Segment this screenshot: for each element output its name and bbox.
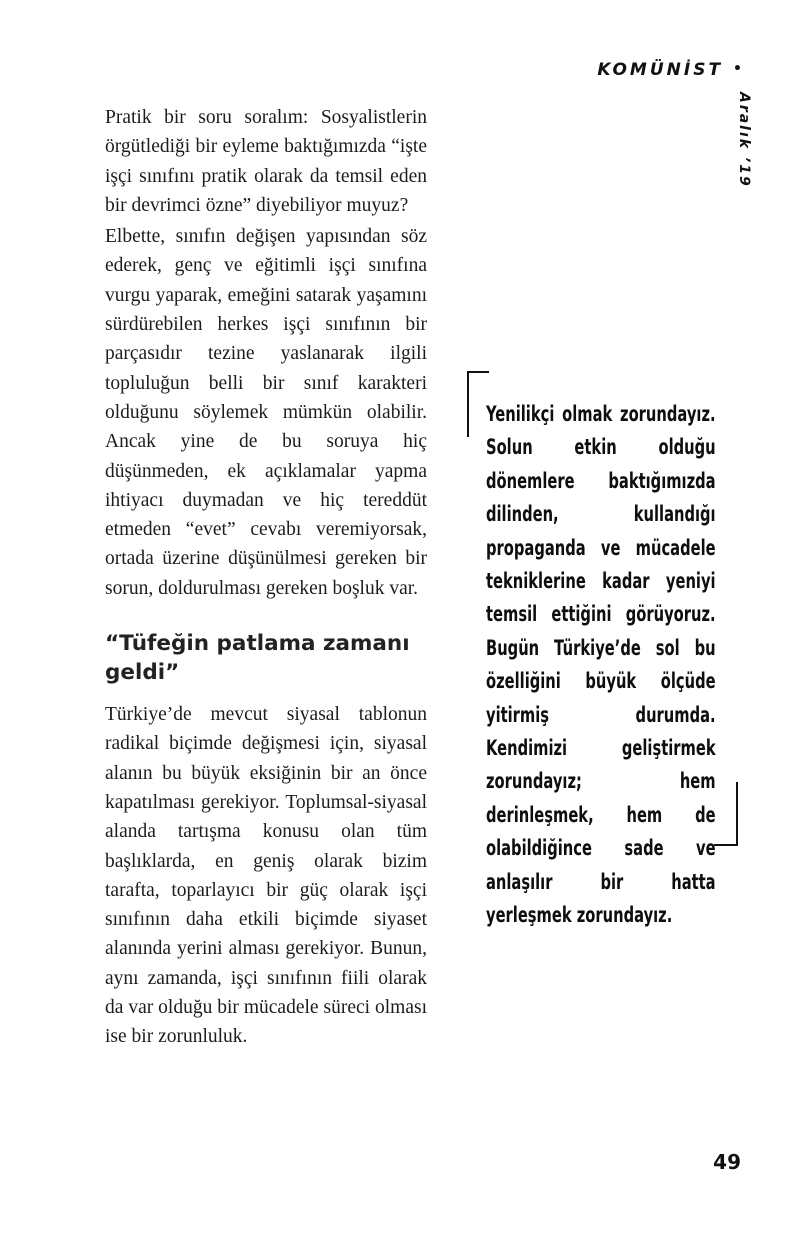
paragraph: Elbette, sınıfın değişen yapısından söz ederek, genç ve eğitimli işçi sınıfına vurgu yaparak, emeğini satarak yaşamını sürdürebilen herkes işçi sınıfının bir parçasıdır tezine yaslanarak ilgili topluluğun belli bir sınıf karakteri olduğunu söylemek mümkün olabilir. Ancak yine de bu soruya hiç düşünmeden, ek açıklamalar yapma ihtiyacı duymadan ve hiç tereddüt etmeden “evet” cevabı veremiyorsak, ortada üzerine düşünülmesi gereken bir sorun, doldurulması gereken boşluk var. xyxy=(105,226,427,599)
paragraph: Türkiye’de mevcut siyasal tablonun radikal biçimde değişmesi için, siyasal alanın bu büyük eksiğinin bir an önce kapatılması gerekiyor. Toplumsal-siyasal alanda tartışma konusu olan tüm başlıklarda, en geniş olarak bizim tarafta, toparlayıcı bir güç olarak işçi sınıfının daha etkili biçimde siyaset alanında yerini alması gerekiyor. Bunun, aynı zamanda, işçi sınıfının fiili olarak da var olduğu bir mücadele süreci olması ise bir zorunluluk. xyxy=(105,704,427,1048)
issue-date: Aralık ’19 xyxy=(736,92,752,188)
page-number: 49 xyxy=(713,1150,741,1174)
pullquote-bracket-bottom-right xyxy=(714,782,738,846)
page-header xyxy=(597,60,742,80)
pullquote-text: Yenilikçi olmak zorundayız. Solun etkin olduğu dönemlere baktığımızda dilinden, kullandığı propaganda ve mücadele tekniklerine kadar yeniyi temsil ettiğini görüyoruz. Bugün Türkiye’de sol bu özelliğini büyük ölçüde yitirmiş durumda. Kendimizi geliştirmek zorundayız; hem derinleşmek, hem de olabildiğince sade ve anlaşılır bir hatta yerleşmek zorundayız. xyxy=(486,402,716,928)
section-subheading: “Tüfeğin patlama zamanı geldi” xyxy=(105,631,410,686)
magazine-title: KOMÜNİST xyxy=(597,60,724,80)
paragraph: Pratik bir soru soralım: Sosyalistlerin örgütlediği bir eyleme baktığımızda “işte işçi sınıfını pratik olarak da temsil eden bir devrimci özne” diyebiliyor muyuz? xyxy=(105,107,427,216)
bullet-icon: • xyxy=(733,61,742,77)
article-column xyxy=(105,103,427,1052)
